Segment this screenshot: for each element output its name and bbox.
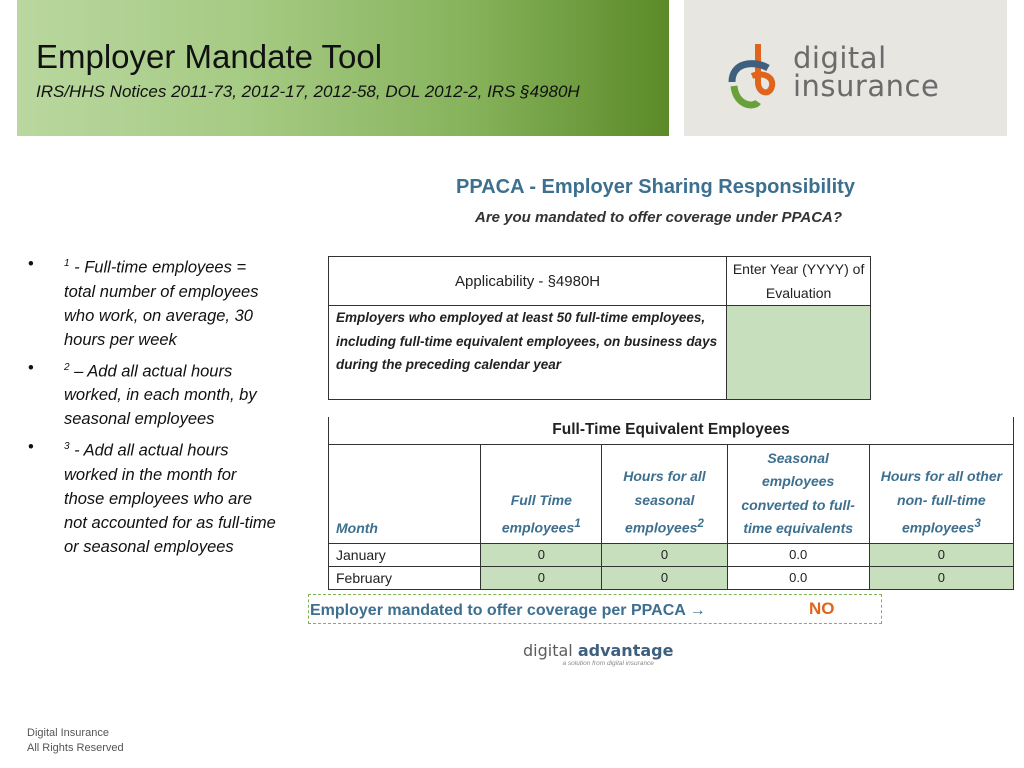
footnote-marker: 1 — [64, 258, 70, 269]
column-header-full-time-label: Full Time employees — [501, 491, 575, 536]
column-header-seasonal-hours-label: Hours for all seasonal employees — [623, 468, 706, 536]
footnote-text: - Full-time employees = total number of employees who work, on average, 30 hours per week — [64, 258, 259, 349]
table-row — [329, 566, 1014, 589]
fte-table-title: Full-Time Equivalent Employees — [329, 417, 1014, 444]
column-header-seasonal-fte: Seasonal employees converted to full-time equivalents — [727, 444, 869, 543]
footer-company: Digital Insurance — [27, 727, 109, 739]
footnote-marker: 3 — [974, 517, 981, 531]
seasonal-fte-value: 0.0 — [727, 543, 869, 566]
mandate-result-box — [308, 594, 882, 624]
column-header-month: Month — [329, 444, 481, 543]
logo-text — [793, 41, 940, 103]
other-hours-input[interactable]: 0 — [869, 566, 1013, 589]
da-word-advantage: advantage — [577, 641, 674, 660]
column-header-seasonal-hours — [602, 444, 727, 543]
applicability-description: Employers who employed at least 50 full-time employees, including full-time equivalent employees, on business days during the preceding calendar year — [329, 306, 727, 400]
footnote-text: - Add all actual hours worked in the month for those employees who are not accounted for as full-time or seasonal employees — [64, 441, 276, 556]
year-input-cell[interactable] — [727, 306, 871, 400]
footnote-text: – Add all actual hours worked, in each month, by seasonal employees — [64, 362, 257, 428]
column-header-full-time — [481, 444, 602, 543]
column-header-other-hours — [869, 444, 1013, 543]
seasonal-hours-input[interactable]: 0 — [602, 543, 727, 566]
other-hours-input[interactable]: 0 — [869, 543, 1013, 566]
footnote-marker: 2 — [697, 517, 704, 531]
footnote-marker: 1 — [574, 517, 581, 531]
row-month: January — [329, 543, 481, 566]
applicability-table — [328, 256, 871, 400]
seasonal-hours-input[interactable]: 0 — [602, 566, 727, 589]
logo-line-insurance: insurance — [793, 69, 940, 103]
footnote-item — [28, 435, 278, 559]
footnote-marker: 2 — [64, 361, 70, 373]
fte-table — [328, 417, 1014, 590]
column-header-other-hours-label: Hours for all other non- full-time employees — [880, 468, 1003, 536]
digital-advantage-tagline — [543, 660, 673, 667]
bullet-icon: • — [28, 438, 34, 456]
digital-insurance-logo-icon — [728, 42, 788, 112]
page-title: Employer Mandate Tool — [36, 38, 383, 75]
row-month: February — [329, 566, 481, 589]
full-time-input[interactable]: 0 — [481, 566, 602, 589]
bullet-icon: • — [28, 358, 34, 377]
footnote-item — [28, 252, 278, 352]
full-time-input[interactable]: 0 — [481, 543, 602, 566]
da-tagline-prefix: a solution from — [562, 660, 606, 667]
seasonal-fte-value: 0.0 — [727, 566, 869, 589]
footer-rights: All Rights Reserved — [27, 742, 124, 754]
footer — [27, 726, 124, 756]
bullet-icon: • — [28, 255, 34, 273]
table-row — [329, 543, 1014, 566]
ppaca-question: Are you mandated to offer coverage under PPACA? — [475, 209, 843, 226]
ppaca-title: PPACA - Employer Sharing Responsibility — [456, 176, 855, 198]
mandate-result-value: NO — [809, 599, 835, 618]
year-header: Enter Year (YYYY) of Evaluation — [727, 257, 871, 306]
footnote-marker: 3 — [64, 441, 70, 452]
footnote-item — [28, 356, 278, 432]
page-subtitle: IRS/HHS Notices 2011-73, 2012-17, 2012-58, DOL 2012-2, IRS §4980H — [36, 82, 580, 101]
applicability-header: Applicability - §4980H — [329, 257, 727, 306]
digital-advantage-wordmark — [523, 641, 673, 660]
logo-line-digital: digital — [793, 41, 887, 75]
footnotes-list — [28, 252, 278, 563]
da-tagline-brand: digital insurance — [606, 660, 654, 667]
digital-advantage-logo — [523, 641, 673, 667]
mandate-result-label: Employer mandated to offer coverage per PPACA → — [310, 602, 706, 619]
da-word-digital: digital — [523, 641, 573, 660]
